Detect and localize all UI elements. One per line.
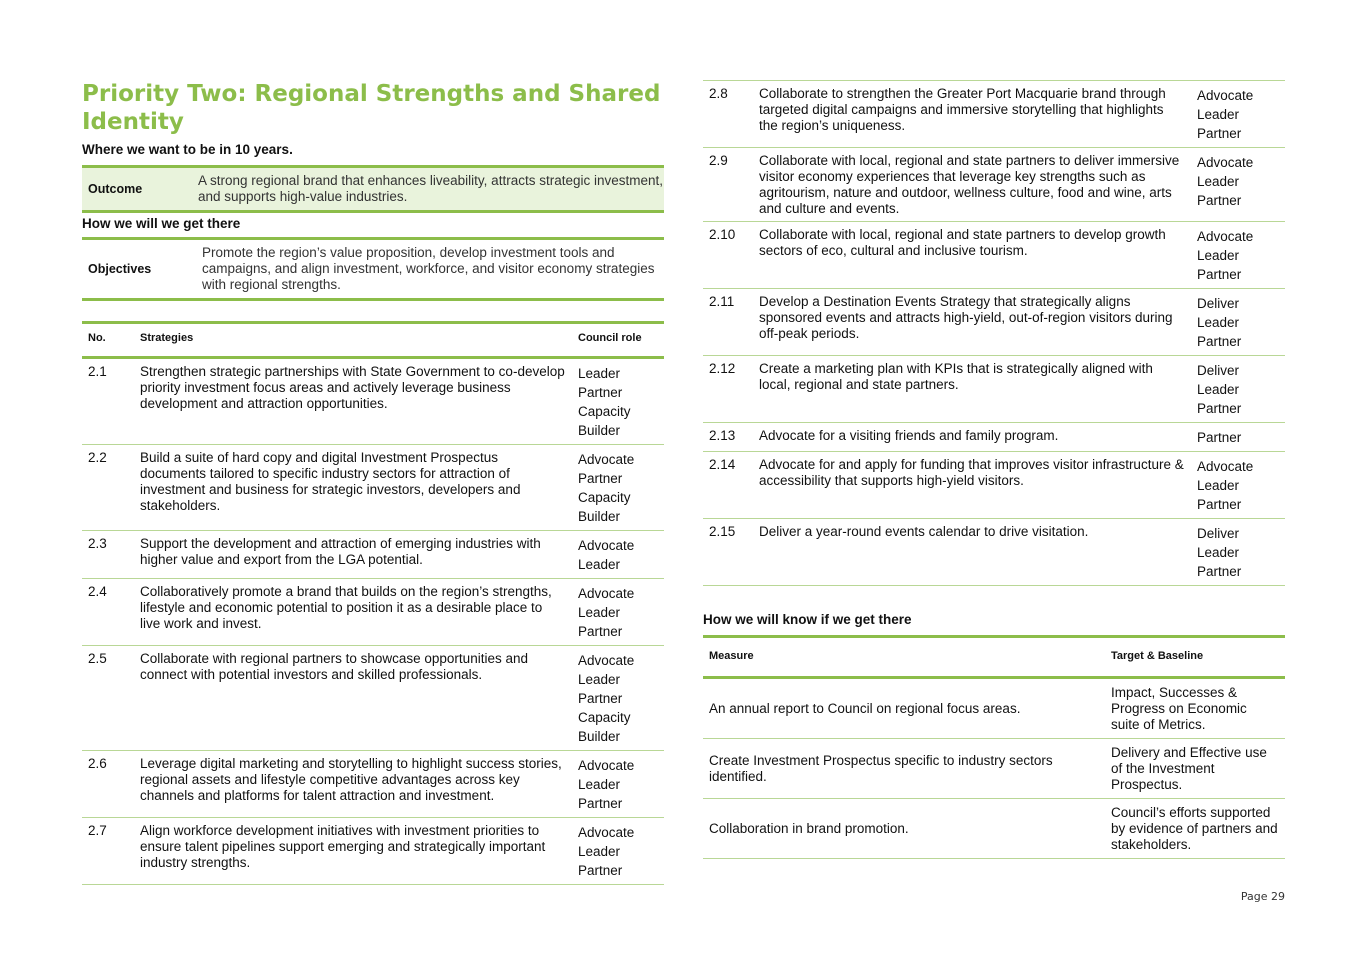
strategy-row <box>703 452 1285 519</box>
council-role: Partner <box>1197 193 1242 208</box>
strategy-number: 2.8 <box>709 86 728 101</box>
header-council-role: Council role <box>578 332 642 344</box>
strategies-header-row <box>82 323 664 358</box>
measure-row <box>703 678 1285 739</box>
strategy-row <box>703 519 1285 586</box>
council-role-cell <box>572 818 664 885</box>
header-target: Target & Baseline <box>1111 650 1204 662</box>
council-role: Leader <box>578 557 621 572</box>
council-role: Partner <box>1197 334 1242 349</box>
strategy-row <box>82 646 664 751</box>
strategy-row <box>82 445 664 531</box>
council-role: Partner <box>578 624 623 639</box>
council-role: Deliver <box>1197 526 1240 541</box>
strategy-text: Advocate for and apply for funding that improves visitor infrastructure & accessibility that supports high-yield visitors. <box>759 457 1184 488</box>
strategy-text: Collaborate with local, regional and state partners to develop growth sectors of eco, cultural and inclusive tourism. <box>759 227 1166 258</box>
council-role: Leader <box>1197 315 1240 330</box>
strategies-table-continued <box>703 80 1285 586</box>
council-role: Advocate <box>578 653 635 668</box>
measures-header-row <box>703 637 1285 678</box>
strategy-text: Leverage digital marketing and storytelling to highlight success stories, regional assets and lifestyle competitive advantages across key channels and platforms for talent attraction and investment. <box>140 756 562 803</box>
header-strategies: Strategies <box>140 332 194 344</box>
council-role-cell <box>1191 519 1285 586</box>
council-role-cell <box>1191 222 1285 289</box>
strategy-text: Strengthen strategic partnerships with State Government to co-develop priority investment focus areas and actively leverage business development and attraction opportunities. <box>140 364 565 411</box>
council-role-cell <box>1191 81 1285 148</box>
council-role: Advocate <box>1197 229 1254 244</box>
measure-row <box>703 739 1285 799</box>
council-role: Leader <box>1197 545 1240 560</box>
council-role: Leader <box>578 844 621 859</box>
council-role: Leader <box>578 672 621 687</box>
council-role: Partner <box>1197 126 1242 141</box>
council-role: Advocate <box>578 825 635 840</box>
council-role: Deliver <box>1197 363 1240 378</box>
measure-text: Create Investment Prospectus specific to industry sectors identified. <box>709 753 1053 784</box>
council-role: Advocate <box>1197 459 1254 474</box>
council-role-cell <box>1191 148 1285 222</box>
measure-row <box>703 799 1285 859</box>
objectives-label: Objectives <box>88 262 152 276</box>
objectives-text: Promote the region’s value proposition, develop investment tools and campaigns, and align investment, workforce, and visitor economy strategies with regional strengths. <box>202 245 655 292</box>
council-role: Partner <box>1197 497 1242 512</box>
strategy-row <box>703 222 1285 289</box>
council-role-cell <box>572 646 664 751</box>
council-role: Partner <box>578 863 623 878</box>
strategy-row <box>703 81 1285 148</box>
target-text: Impact, Successes & Progress on Economic suite of Metrics. <box>1111 685 1247 732</box>
strategy-text: Collaborate to strengthen the Greater Port Macquarie brand through targeted digital campaigns and immersive storytelling that highlights the region’s uniqueness. <box>759 86 1166 133</box>
council-role: Capacity Builder <box>578 490 631 524</box>
strategy-text: Align workforce development initiatives with investment priorities to ensure talent pipelines support emerging and strategically important industry strengths. <box>140 823 546 870</box>
strategy-number: 2.3 <box>88 536 107 551</box>
council-role-cell <box>1191 452 1285 519</box>
council-role-cell <box>1191 289 1285 356</box>
measure-text: An annual report to Council on regional focus areas. <box>709 701 1021 716</box>
strategy-number: 2.10 <box>709 227 736 242</box>
council-role: Advocate <box>578 538 635 553</box>
strategy-row <box>82 531 664 579</box>
outcome-label: Outcome <box>88 182 143 196</box>
strategy-text: Develop a Destination Events Strategy that strategically aligns sponsored events and attracts high-yield, out-of-region visitors during off-peak periods. <box>759 294 1173 341</box>
left-column <box>82 80 664 885</box>
page-title: Priority Two: Regional Strengths and Shared Identity <box>82 81 661 135</box>
council-role: Deliver <box>1197 296 1240 311</box>
council-role: Capacity Builder <box>578 404 631 438</box>
strategy-number: 2.2 <box>88 450 107 465</box>
header-measure: Measure <box>709 650 754 662</box>
strategy-row <box>82 751 664 818</box>
right-column <box>703 80 1285 859</box>
how-label: How we will we get there <box>82 216 241 231</box>
council-role: Leader <box>1197 478 1240 493</box>
strategy-row <box>703 423 1285 452</box>
strategy-text: Collaboratively promote a brand that builds on the region’s strengths, lifestyle and economic potential to position it as a desirable place to live work and invest. <box>140 584 552 631</box>
strategy-text: Deliver a year-round events calendar to drive visitation. <box>759 524 1089 539</box>
strategy-number: 2.4 <box>88 584 107 599</box>
strategy-text: Collaborate with local, regional and state partners to deliver immersive visitor economy experiences that leverage key strengths such as agritourism, nature and outdoor, wellness culture, food and wine, arts and culture and events. <box>759 153 1180 216</box>
council-role: Leader <box>1197 107 1240 122</box>
council-role-cell <box>572 579 664 646</box>
council-role-cell <box>572 358 664 445</box>
strategy-row <box>703 289 1285 356</box>
outcome-text: A strong regional brand that enhances liveability, attracts strategic investment, and supports high-value industries. <box>198 173 663 204</box>
measures-table <box>703 635 1285 859</box>
strategy-row <box>82 579 664 646</box>
council-role: Advocate <box>1197 155 1254 170</box>
council-role: Leader <box>578 605 621 620</box>
strategy-number: 2.14 <box>709 457 736 472</box>
strategy-text: Collaborate with regional partners to showcase opportunities and connect with potential investors and skilled professionals. <box>140 651 528 682</box>
strategy-text: Create a marketing plan with KPIs that is strategically aligned with local, regional and state partners. <box>759 361 1153 392</box>
strategies-table <box>82 321 664 885</box>
strategy-number: 2.7 <box>88 823 107 838</box>
council-role-cell <box>572 531 664 579</box>
council-role: Leader <box>1197 382 1240 397</box>
strategy-number: 2.5 <box>88 651 107 666</box>
council-role: Leader <box>578 366 621 381</box>
council-role: Partner <box>1197 564 1242 579</box>
council-role: Leader <box>578 777 621 792</box>
council-role: Partner <box>578 691 623 706</box>
council-role: Leader <box>1197 174 1240 189</box>
council-role: Partner <box>578 796 623 811</box>
strategy-number: 2.12 <box>709 361 736 376</box>
strategy-number: 2.6 <box>88 756 107 771</box>
objectives-box <box>82 237 664 301</box>
council-role: Capacity Builder <box>578 710 631 744</box>
strategy-text: Build a suite of hard copy and digital Investment Prospectus documents tailored to specific industry sectors for attraction of investment and business for strategic investors, developers and stakeholders. <box>140 450 521 513</box>
target-text: Council’s efforts supported by evidence of partners and stakeholders. <box>1111 805 1278 852</box>
strategy-text: Advocate for a visiting friends and family program. <box>759 428 1059 443</box>
strategy-number: 2.13 <box>709 428 736 443</box>
council-role: Advocate <box>1197 88 1254 103</box>
strategy-number: 2.9 <box>709 153 728 168</box>
council-role: Partner <box>578 385 623 400</box>
council-role: Advocate <box>578 586 635 601</box>
strategy-number: 2.11 <box>709 294 735 309</box>
council-role: Advocate <box>578 758 635 773</box>
strategy-row <box>703 148 1285 222</box>
council-role: Partner <box>578 471 623 486</box>
council-role-cell <box>1191 356 1285 423</box>
measure-text: Collaboration in brand promotion. <box>709 821 909 836</box>
council-role-cell <box>572 751 664 818</box>
strategy-number: 2.15 <box>709 524 736 539</box>
strategy-row <box>82 358 664 445</box>
strategy-number: 2.1 <box>88 364 107 379</box>
outcome-box <box>82 165 664 213</box>
council-role: Advocate <box>578 452 635 467</box>
council-role: Partner <box>1197 430 1242 445</box>
know-label: How we will know if we get there <box>703 612 912 627</box>
council-role-cell <box>572 445 664 531</box>
where-label: Where we want to be in 10 years. <box>82 142 293 157</box>
page-number: Page 29 <box>1240 890 1285 903</box>
strategy-row <box>703 356 1285 423</box>
header-no: No. <box>88 332 106 344</box>
target-text: Delivery and Effective use of the Investment Prospectus. <box>1111 745 1267 792</box>
council-role: Leader <box>1197 248 1240 263</box>
strategy-row <box>82 818 664 885</box>
council-role: Partner <box>1197 267 1242 282</box>
council-role: Partner <box>1197 401 1242 416</box>
strategy-text: Support the development and attraction of emerging industries with higher value and export from the LGA potential. <box>140 536 541 567</box>
council-role-cell <box>1191 423 1285 452</box>
